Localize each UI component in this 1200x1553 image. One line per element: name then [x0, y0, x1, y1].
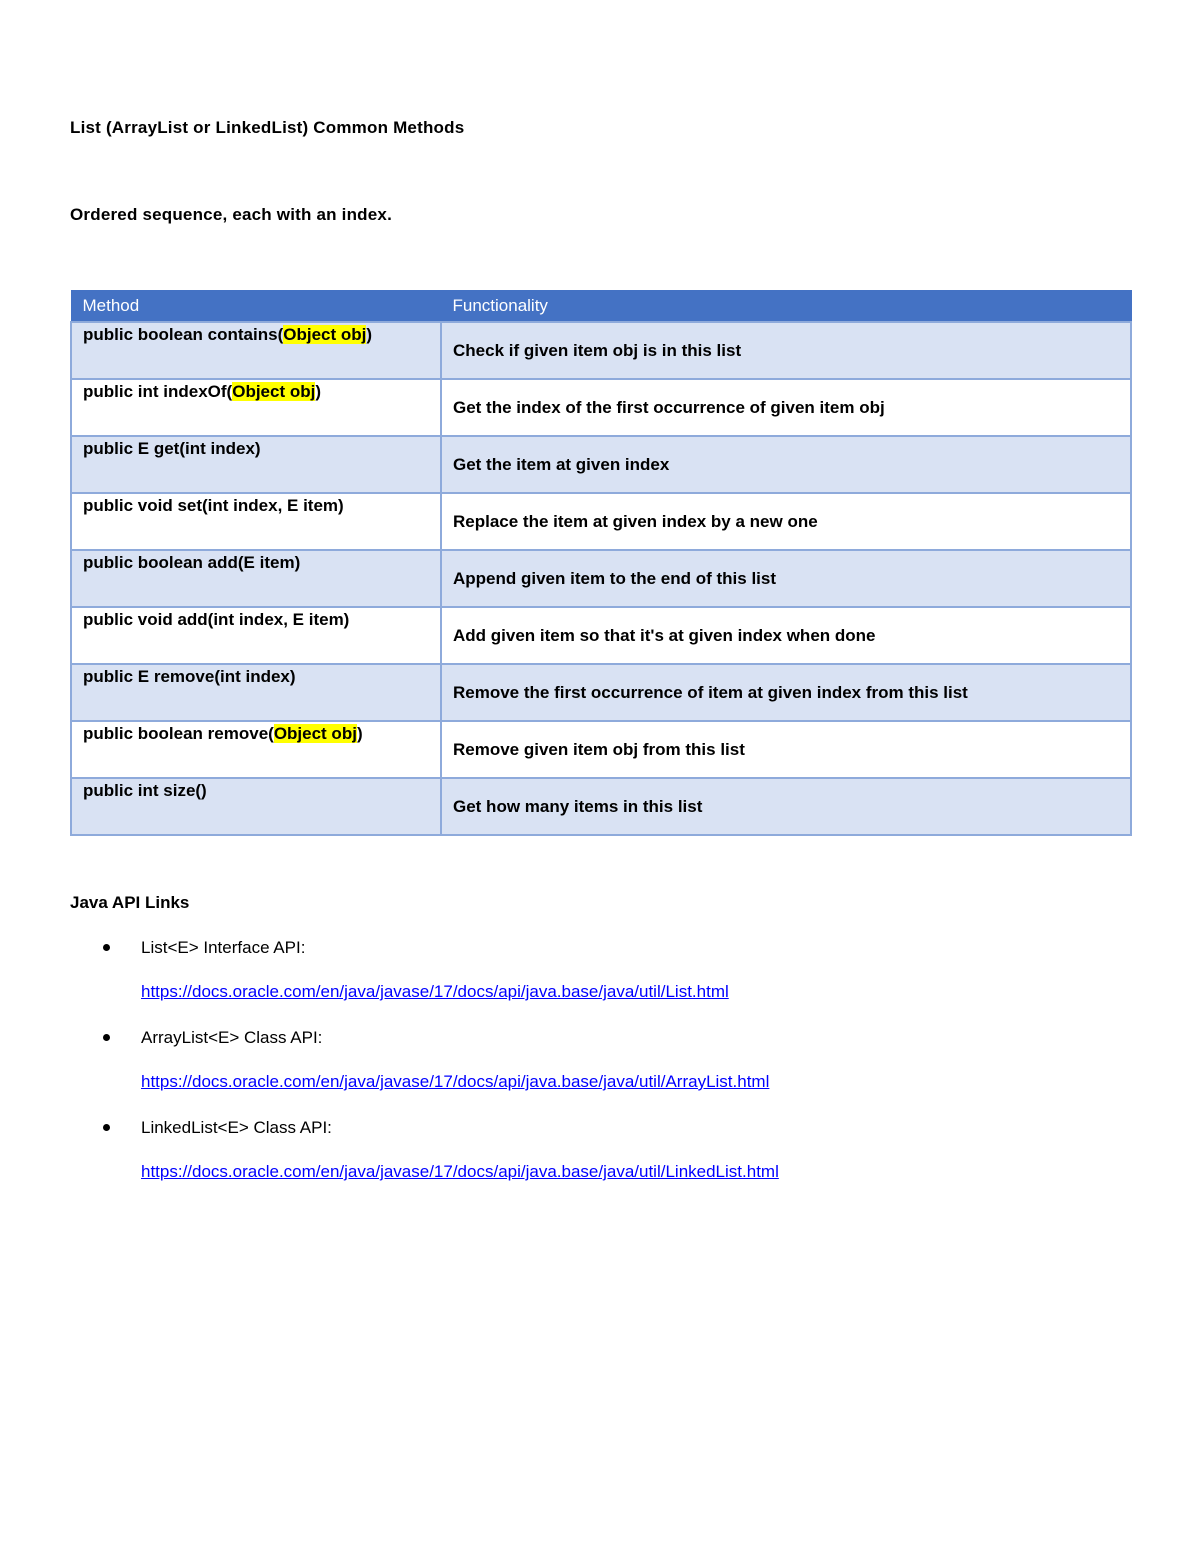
- list-item: [70, 937, 1130, 1027]
- highlighted-parameter: Object obj: [283, 325, 367, 344]
- table-header-row: [71, 291, 1131, 323]
- table-row: [71, 550, 1131, 607]
- method-cell: public E get(int index): [71, 436, 441, 493]
- highlighted-parameter: Object obj: [232, 382, 316, 401]
- functionality-cell: Get the item at given index: [441, 436, 1131, 493]
- method-signature-start: public int indexOf(: [83, 382, 233, 401]
- functionality-cell: Check if given item obj is in this list: [441, 322, 1131, 379]
- method-cell: [71, 379, 441, 436]
- api-link-linkedlist[interactable]: https://docs.oracle.com/en/java/javase/17/docs/api/java.base/java/util/LinkedList.html: [141, 1162, 779, 1181]
- methods-table: [70, 290, 1132, 836]
- table-row: [71, 778, 1131, 835]
- method-cell: public void add(int index, E item): [71, 607, 441, 664]
- table-row: [71, 493, 1131, 550]
- table-row: [71, 436, 1131, 493]
- functionality-cell: Get how many items in this list: [441, 778, 1131, 835]
- table-row: [71, 379, 1131, 436]
- api-link-arraylist[interactable]: https://docs.oracle.com/en/java/javase/17/docs/api/java.base/java/util/ArrayList.html: [141, 1072, 770, 1091]
- bullet-icon: [103, 944, 110, 951]
- method-signature-start: public boolean remove(: [83, 724, 274, 743]
- document-subtitle: Ordered sequence, each with an index.: [70, 205, 392, 224]
- table-row: [71, 322, 1131, 379]
- api-label: List<E> Interface API:: [141, 938, 306, 957]
- method-signature-start: public boolean contains(: [83, 325, 284, 344]
- method-signature-end: ): [356, 724, 363, 743]
- functionality-cell: Append given item to the end of this list: [441, 550, 1131, 607]
- api-link-list[interactable]: https://docs.oracle.com/en/java/javase/17/docs/api/java.base/java/util/List.html: [141, 982, 729, 1001]
- functionality-cell: Remove given item obj from this list: [441, 721, 1131, 778]
- list-item: [70, 1117, 1130, 1207]
- header-functionality: Functionality: [441, 291, 1131, 323]
- functionality-cell: Remove the first occurrence of item at given index from this list: [441, 664, 1131, 721]
- list-item: [70, 1027, 1130, 1117]
- method-cell: public void set(int index, E item): [71, 493, 441, 550]
- api-links-list: [70, 937, 1130, 1207]
- method-cell: [71, 322, 441, 379]
- functionality-cell: Replace the item at given index by a new one: [441, 493, 1131, 550]
- table-row: [71, 664, 1131, 721]
- header-method: Method: [71, 291, 441, 323]
- bullet-icon: [103, 1124, 110, 1131]
- method-signature-end: ): [366, 325, 373, 344]
- functionality-cell: Get the index of the first occurrence of given item obj: [441, 379, 1131, 436]
- api-label: ArrayList<E> Class API:: [141, 1028, 323, 1047]
- table-row: [71, 721, 1131, 778]
- method-signature-end: ): [315, 382, 322, 401]
- method-cell: public boolean add(E item): [71, 550, 441, 607]
- functionality-cell: Add given item so that it's at given index when done: [441, 607, 1131, 664]
- document-title: List (ArrayList or LinkedList) Common Methods: [70, 118, 465, 137]
- method-cell: [71, 721, 441, 778]
- table-row: [71, 607, 1131, 664]
- api-links-heading: Java API Links: [70, 893, 190, 912]
- highlighted-parameter: Object obj: [273, 724, 357, 743]
- bullet-icon: [103, 1034, 110, 1041]
- api-label: LinkedList<E> Class API:: [141, 1118, 332, 1137]
- method-cell: public E remove(int index): [71, 664, 441, 721]
- method-cell: public int size(): [71, 778, 441, 835]
